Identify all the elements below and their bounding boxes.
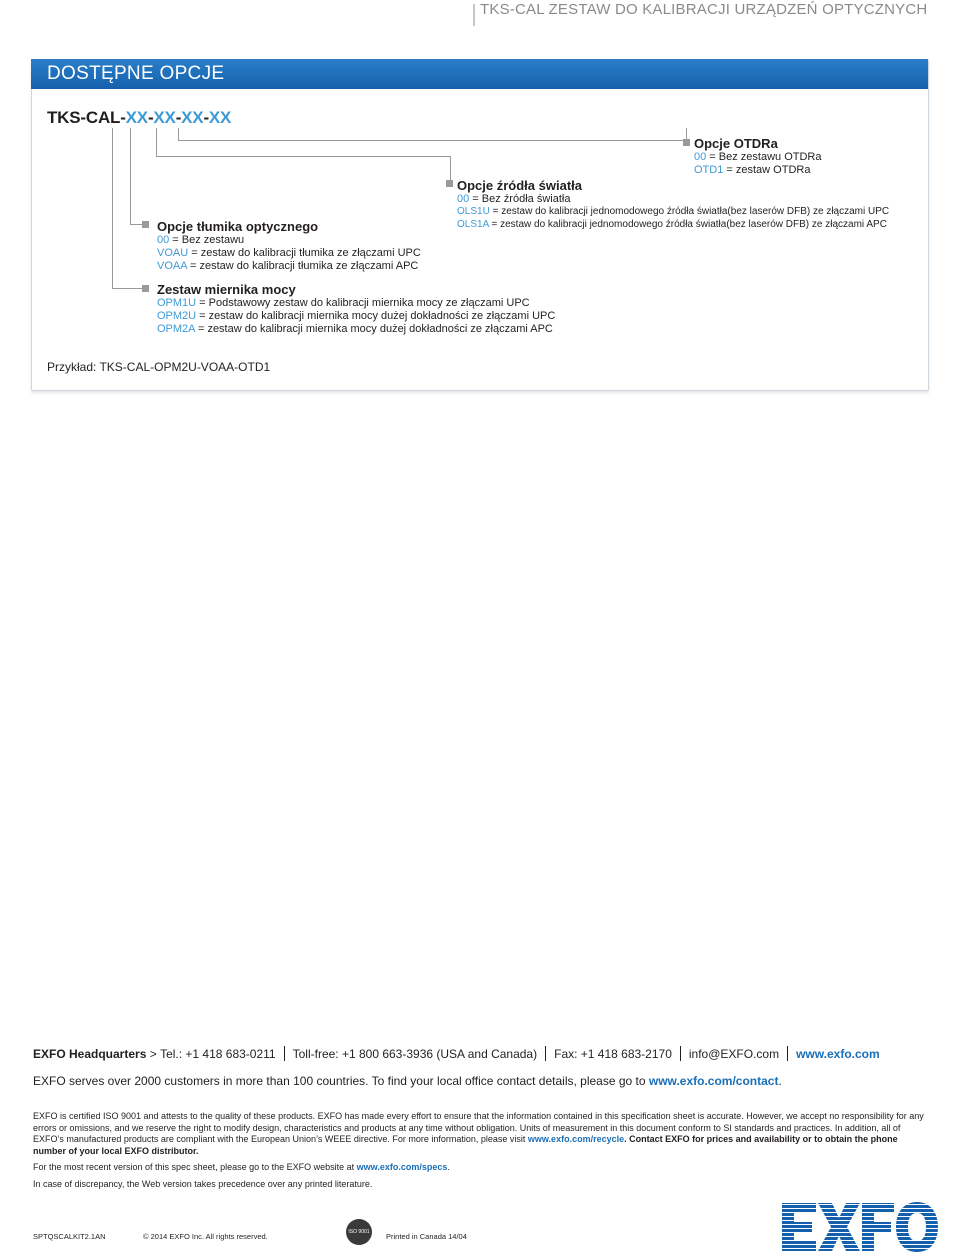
option-text: = Bez zestawu OTDRa [706,151,822,163]
source-option [457,193,570,205]
document-title: TKS-CAL ZESTAW DO KALIBRACJI URZĄDZEŃ OPTYCZNYCH [480,1,928,18]
hq-email-link[interactable]: info@EXFO.com [688,1046,780,1061]
hq-fax: Fax: +1 418 683-2170 [554,1046,672,1061]
divider [545,1046,546,1061]
meter-option [157,297,530,309]
connector-line [112,288,142,289]
option-text: = zestaw do kalibracji jednomodowego źródła światła(bez laserów DFB) ze złączami APC [488,219,887,230]
header-divider [473,4,475,26]
option-code: OLS1A [457,219,489,230]
option-text: = zestaw do kalibracji jednomodowego źródła światła(bez laserów DFB) ze złączami UPC [489,206,890,217]
option-text: = zestaw do kalibracji miernika mocy dużej dokładności ze złączami UPC [196,310,556,322]
serves-line [33,1074,782,1088]
code-dash: - [147,108,154,127]
code-dash: - [203,108,209,127]
option-code: 00 [157,234,170,246]
hq-tollfree: Toll-free: +1 800 663-3936 (USA and Canada) [292,1046,538,1061]
code-seg-otdr: XX [208,108,232,127]
option-code: OPM1U [157,297,197,309]
connector-line [450,156,451,180]
attenuator-group-title: Opcje tłumika optycznego [157,219,319,234]
option-code: OLS1U [457,206,490,217]
bullet-icon [142,221,149,228]
contact-link[interactable]: www.exfo.com/contact [648,1074,779,1088]
exfo-logo [780,1201,940,1253]
option-code: VOAA [157,260,187,272]
option-code: VOAU [157,247,189,259]
recent-version-line [33,1162,450,1174]
specs-link[interactable]: www.exfo.com/specs [356,1162,448,1172]
connector-line [130,224,142,225]
attenuator-option [157,234,244,246]
option-text: = zestaw do kalibracji miernika mocy dużej dokładności ze złączami APC [194,323,553,335]
connector-line [130,128,131,225]
connector-line [156,128,157,156]
otdr-group-title: Opcje OTDRa [694,136,778,151]
source-option [457,219,887,230]
option-code: OTD1 [694,164,724,176]
option-text: = zestaw do kalibracji tłumika ze złączami APC [186,260,419,272]
printed-in: Printed in Canada 14/04 [386,1232,467,1241]
meter-option [157,323,553,335]
option-text: = zestaw do kalibracji tłumika ze złączami UPC [188,247,421,259]
code-base: TKS-CAL- [47,108,126,127]
ordering-code [47,108,231,128]
headquarters-line [33,1046,880,1061]
iso-9001-logo [346,1219,372,1245]
bullet-icon [142,285,149,292]
recent-text: For the most recent version of this spec sheet, please go to the EXFO website at [33,1162,357,1172]
meter-group-title: Zestaw miernika mocy [157,282,296,297]
option-text: = Bez źródła światła [469,193,571,205]
option-code: 00 [457,193,470,205]
connector-line [156,156,451,157]
connector-line [178,128,179,140]
option-code: OPM2U [157,310,197,322]
serves-end: . [778,1074,782,1088]
bullet-icon [683,139,690,146]
attenuator-option [157,260,418,272]
certification-paragraph [33,1111,929,1157]
source-option [457,206,889,217]
otdr-option [694,164,810,176]
cert-text: EXFO is certified ISO 9001 and attests to the quality of these products. EXFO has made every effort to ensure that the information contained in this specification sheet is accurate. However, we accept no responsibility for any errors or omissions, and we reserve the right to modify design, characteristics and products at any time without obligation. Units of measurement in this document conform to SI standards and practices. In addition, all of EXFO’s manufactured products are compliant with the European Union’s WEEE directive. For more information, please visit [33,1111,924,1145]
attenuator-option [157,247,421,259]
code-seg-source: XX [181,108,204,127]
section-title: DOSTĘPNE OPCJE [47,63,225,84]
code-dash: - [175,108,182,127]
source-group-title: Opcje źródła światła [457,178,582,193]
hq-label: EXFO Headquarters [33,1046,147,1061]
iso-logo-text: ISO 9001 [348,1229,370,1235]
serves-text: EXFO serves over 2000 customers in more than 100 countries. To find your local office contact details, please go to [33,1074,649,1088]
divider [680,1046,681,1061]
option-code: OPM2A [157,323,195,335]
code-seg-meter: XX [125,108,148,127]
option-code: 00 [694,151,707,163]
option-text: = Podstawowy zestaw do kalibracji miernika mocy ze złączami UPC [196,297,530,309]
connector-line [178,140,686,141]
ordering-example: Przykład: TKS-CAL-OPM2U-VOAA-OTD1 [47,360,271,374]
sku: SPTQSCALKIT2.1AN [33,1232,106,1241]
connector-line [112,128,113,289]
exfo-logo-text: EXFO [780,1201,783,1202]
discrepancy-line: In case of discrepancy, the Web version takes precedence over any printed literature. [33,1179,373,1189]
copyright: © 2014 EXFO Inc. All rights reserved. [143,1232,268,1241]
divider [284,1046,285,1061]
hq-tel: Tel.: +1 418 683-0211 [160,1046,276,1061]
hq-arrow: > [146,1046,161,1061]
otdr-option [694,151,822,163]
recycle-link[interactable]: www.exfo.com/recycle [527,1134,625,1145]
divider [787,1046,788,1061]
cert-bold-text: . Contact EXFO for prices and availability or to obtain the phone number of your local EXFO distributor. [33,1134,898,1156]
bullet-icon [446,180,453,187]
option-text: = Bez zestawu [169,234,245,246]
code-seg-attenuator: XX [153,108,176,127]
hq-website-link[interactable]: www.exfo.com [796,1046,880,1061]
meter-option [157,310,555,322]
recent-end: . [447,1162,450,1172]
option-text: = zestaw OTDRa [723,164,811,176]
